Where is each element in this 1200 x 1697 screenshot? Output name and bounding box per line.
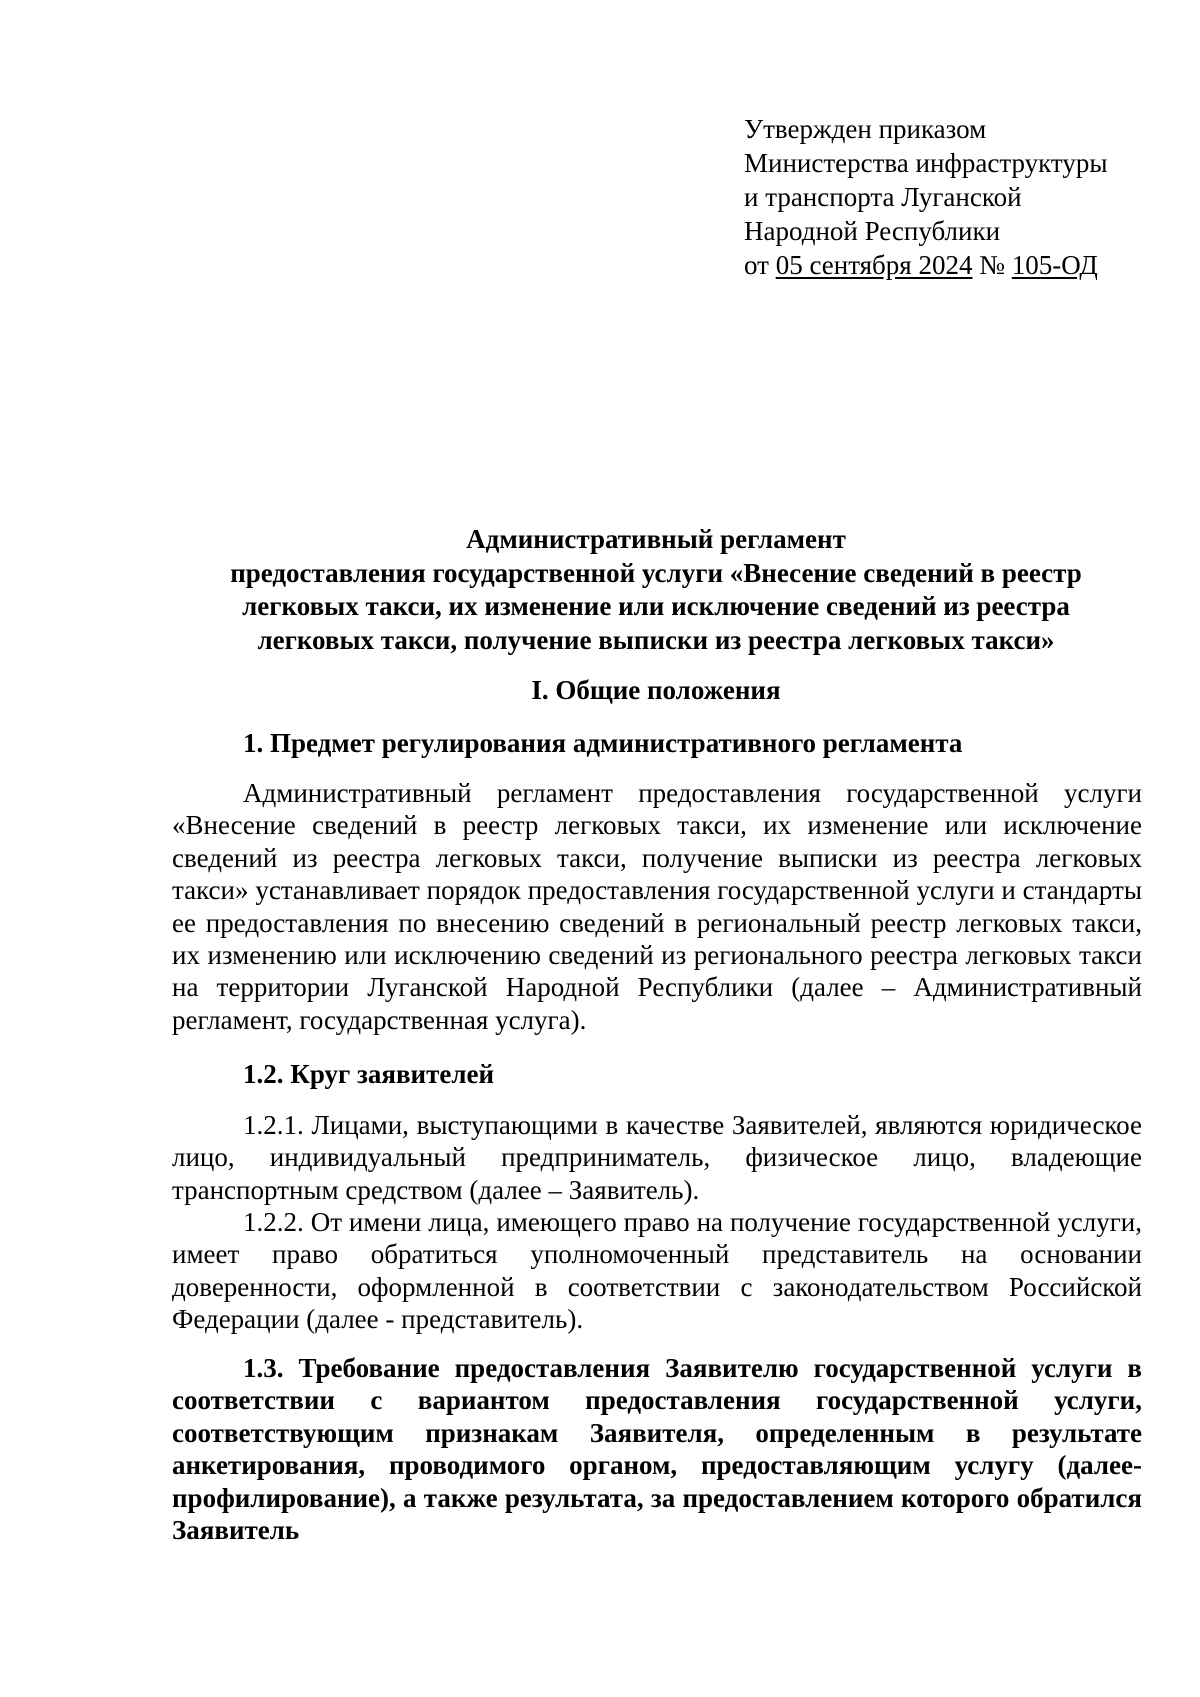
approval-line-1: Утвержден приказом xyxy=(744,114,987,144)
approval-line-2: Министерства инфраструктуры xyxy=(744,148,1108,178)
subject-paragraph-text: Административный регламент предоставления государственной услуги «Внесение сведений в реестр легковых такси, их изменение или исключение сведений из реестра легковых такси, получение выписки из реестра легковых такси» устанавливает порядок предоставления государственной услуги и стандарты ее предоставления по внесению сведений в региональный реестр легковых такси, их изменению или исключению сведений из регионального реестра легковых такси на территории Луганской Народной Республики (далее – Административный регламент, государственная услуга). xyxy=(172,778,1142,1035)
document-title xyxy=(170,523,1142,657)
approval-date-line xyxy=(744,248,1164,282)
section-heading-general: I. Общие положения xyxy=(531,675,781,705)
subsection-heading-applicants: 1.2. Круг заявителей xyxy=(243,1059,495,1089)
applicants-paragraph-1-text: 1.2.1. Лицами, выступающими в качестве Заявителей, являются юридическое лицо, индивидуальный предприниматель, физическое лицо, владеющие транспортным средством (далее – Заявитель). xyxy=(172,1110,1142,1205)
requirements-heading-text: 1.3. Требование предоставления Заявителю государственной услуги в соответствии с вариантом предоставления государственной услуги, соответствующим признакам Заявителя, определенным в результате анкетирования, проводимого органом, предоставляющим услугу (далее-профилирование), а также результата, за предоставлением которого обратился Заявитель xyxy=(172,1353,1142,1546)
approval-line-4: Народной Республики xyxy=(744,216,1001,246)
approval-date: 05 сентября 2024 xyxy=(775,250,973,280)
subsection-subject-paragraph xyxy=(172,777,1142,1036)
applicants-paragraph-2 xyxy=(172,1206,1142,1336)
title-line-4: легковых такси, получение выписки из реестра легковых такси» xyxy=(257,624,1055,655)
subsection-heading-requirements xyxy=(172,1352,1142,1546)
title-line-3: легковых такси, их изменение или исключение сведений из реестра xyxy=(242,591,1070,621)
applicants-paragraph-1 xyxy=(172,1109,1142,1206)
approval-number-sign: № xyxy=(972,250,1012,280)
approval-number: 105-ОД xyxy=(1011,250,1098,280)
title-line-2: предоставления государственной услуги «Внесение сведений в реестр xyxy=(230,557,1082,588)
subsection-heading-subject: 1. Предмет регулирования административного регламента xyxy=(243,728,963,758)
applicants-paragraph-2-text: 1.2.2. От имени лица, имеющего право на получение государственной услуги, имеет право обратиться уполномоченный представитель на основании доверенности, оформленной в соответствии с законодательством Российской Федерации (далее - представитель). xyxy=(172,1207,1142,1335)
approval-date-prefix: от xyxy=(744,250,776,280)
approval-stamp xyxy=(744,112,1164,282)
approval-line-3: и транспорта Луганской xyxy=(744,182,1022,212)
title-line-1: Административный регламент xyxy=(466,524,846,554)
